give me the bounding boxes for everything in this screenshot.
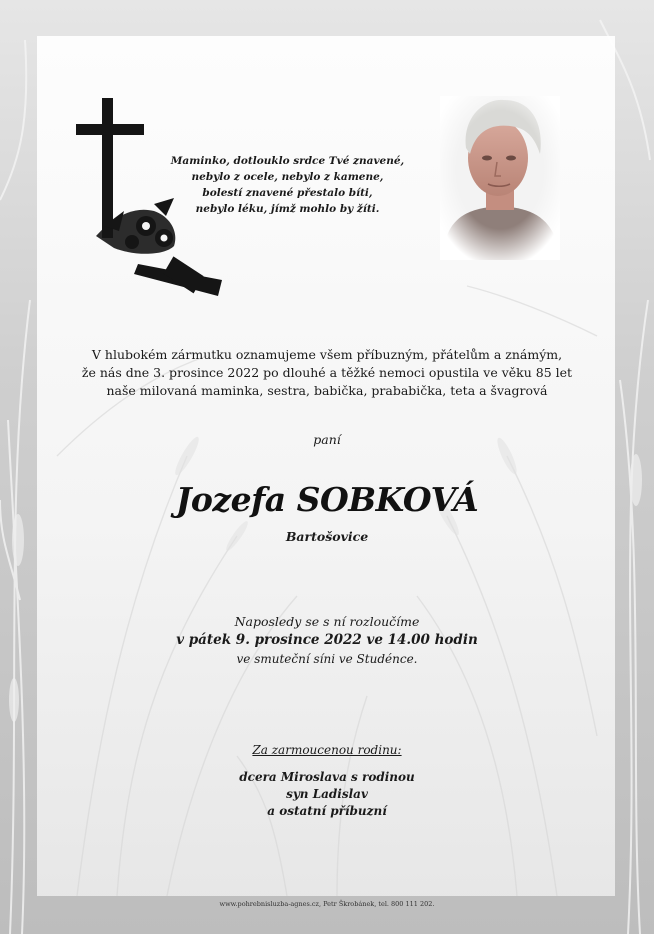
announcement-text (60, 346, 594, 400)
family-member: a ostatní příbuzní (267, 804, 387, 818)
portrait-photo (440, 96, 560, 260)
funeral-location: ve smuteční síni ve Studénce. (236, 652, 418, 666)
poem-line: nebylo z ocele, nebylo z kamene, (191, 171, 384, 183)
deceased-name: Jozefa SOBKOVÁ (175, 480, 479, 519)
family-member: syn Ladislav (286, 787, 368, 801)
footer-contact: www.pohrebnisluzba-agnes.cz, Petr Škrobánek, tel. 800 111 202. (219, 900, 435, 908)
poem-line: Maminko, dotlouklo srdce Tvé znavené, (170, 155, 405, 167)
announcement-line: naše milovaná maminka, sestra, babička, prababička, teta a švagrová (106, 383, 548, 398)
announcement-line: V hlubokém zármutku oznamujeme všem příbuzným, přátelům a známým, (91, 347, 563, 362)
funeral-date: v pátek 9. prosince 2022 ve 14.00 hodin (176, 632, 478, 648)
funeral-intro: Naposledy se s ní rozloučíme (234, 614, 420, 629)
deceased-title: paní (313, 432, 341, 447)
funeral-info (0, 613, 654, 668)
family-section (0, 741, 654, 820)
poem (150, 153, 425, 217)
poem-line: bolestí znavené přestalo bíti, (202, 187, 373, 199)
announcement-line: že nás dne 3. prosince 2022 po dlouhé a těžké nemoci opustila ve věku 85 let (81, 365, 573, 380)
family-member: dcera Miroslava s rodinou (239, 770, 415, 784)
deceased-place: Bartošovice (285, 529, 369, 544)
poem-line: nebylo léku, jímž mohlo by žíti. (195, 203, 380, 215)
family-header: Za zarmoucenou rodinu: (252, 743, 402, 757)
